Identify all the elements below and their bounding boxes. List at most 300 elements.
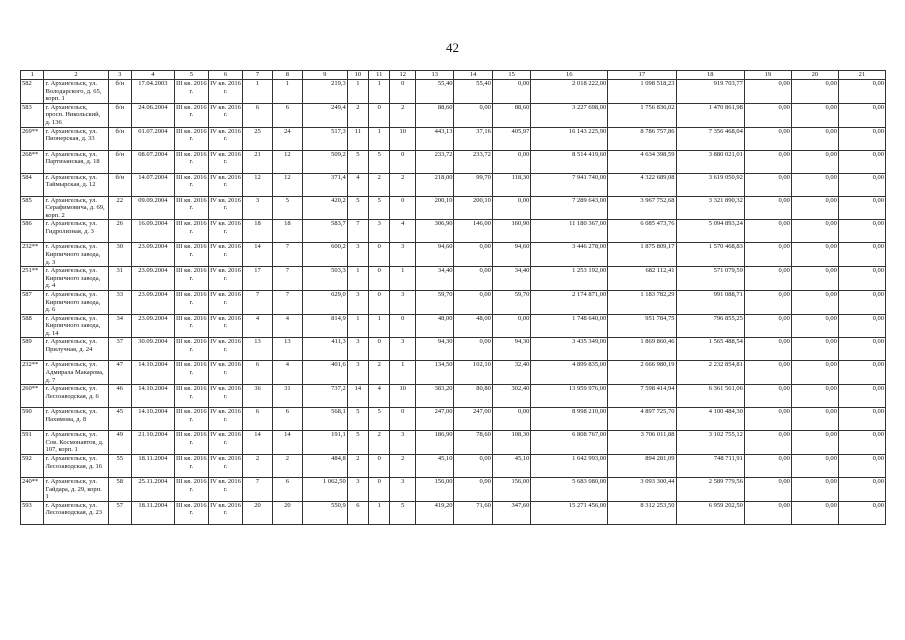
table-cell: 6 bbox=[243, 103, 273, 127]
table-cell: 12 bbox=[243, 173, 273, 196]
table-cell: б/н bbox=[108, 80, 131, 104]
table-cell: 4 bbox=[390, 220, 416, 243]
table-row bbox=[21, 267, 886, 291]
table-cell: 7 bbox=[272, 243, 302, 267]
table-cell: 2 018 222,00 bbox=[531, 80, 608, 104]
table-cell: 0,00 bbox=[838, 361, 885, 385]
table-cell: III кв. 2016 г. bbox=[174, 501, 208, 524]
column-number-header: 10 bbox=[347, 71, 368, 80]
table-cell: 0,00 bbox=[492, 80, 530, 104]
table-cell: 1 183 782,29 bbox=[608, 290, 676, 314]
table-cell: 0,00 bbox=[492, 196, 530, 220]
table-cell: 0,00 bbox=[791, 127, 838, 150]
table-cell: III кв. 2016 г. bbox=[174, 338, 208, 361]
table-cell: 796 855,25 bbox=[676, 314, 744, 338]
table-cell: 46 bbox=[108, 385, 131, 408]
table-cell: 5 bbox=[347, 408, 368, 431]
table-cell: 55,40 bbox=[416, 80, 454, 104]
table-cell: 0,00 bbox=[791, 196, 838, 220]
table-cell: 59,70 bbox=[492, 290, 530, 314]
table-cell: 0,00 bbox=[838, 431, 885, 455]
table-cell: 2 bbox=[369, 431, 390, 455]
table-cell: 6 085 473,76 bbox=[608, 220, 676, 243]
table-cell: 48,00 bbox=[454, 314, 492, 338]
table-row bbox=[21, 361, 886, 385]
table-cell: 30 bbox=[108, 243, 131, 267]
table-cell: 0,00 bbox=[791, 408, 838, 431]
table-cell: 6 bbox=[243, 408, 273, 431]
table-cell: б/н bbox=[108, 103, 131, 127]
table-cell: 3 bbox=[390, 338, 416, 361]
table-cell: 3 bbox=[347, 361, 368, 385]
table-cell: 484,8 bbox=[302, 455, 347, 478]
table-cell: 13 bbox=[243, 338, 273, 361]
table-cell: 251** bbox=[21, 267, 44, 291]
table-cell: 3 bbox=[390, 243, 416, 267]
table-cell: 1 bbox=[347, 80, 368, 104]
table-row bbox=[21, 196, 886, 220]
table-cell: 1 062,50 bbox=[302, 478, 347, 502]
table-cell: 0,00 bbox=[838, 196, 885, 220]
table-cell: 10 bbox=[390, 385, 416, 408]
table-cell: 593 bbox=[21, 501, 44, 524]
table-cell: 2 bbox=[347, 455, 368, 478]
table-cell: 23.09.2004 bbox=[132, 267, 175, 291]
table-cell: 1 bbox=[369, 314, 390, 338]
table-cell: 1 bbox=[369, 80, 390, 104]
table-cell: IV кв. 2016 г. bbox=[208, 127, 242, 150]
table-cell: 5 bbox=[369, 196, 390, 220]
table-cell: 186,90 bbox=[416, 431, 454, 455]
table-cell: 0,00 bbox=[791, 103, 838, 127]
table-cell: г. Архангельск, ул. Таймырская, д. 12 bbox=[44, 173, 108, 196]
table-row bbox=[21, 150, 886, 173]
table-cell: 14.10.2004 bbox=[132, 385, 175, 408]
table-cell: 3 706 011,88 bbox=[608, 431, 676, 455]
table-cell: б/н bbox=[108, 173, 131, 196]
table-cell: 4 899 835,00 bbox=[531, 361, 608, 385]
table-cell: 232** bbox=[21, 243, 44, 267]
table-cell: 80,80 bbox=[454, 385, 492, 408]
table-cell: 34 bbox=[108, 314, 131, 338]
table-cell: 7 bbox=[347, 220, 368, 243]
table-row bbox=[21, 455, 886, 478]
table-cell: 200,10 bbox=[416, 196, 454, 220]
table-cell: г. Архангельск, ул. Лесозаводская, д. 23 bbox=[44, 501, 108, 524]
table-row bbox=[21, 220, 886, 243]
table-cell: 6 bbox=[272, 408, 302, 431]
table-cell: г. Архангельск, ул. Адмирала Макарова, д. 7 bbox=[44, 361, 108, 385]
table-cell: III кв. 2016 г. bbox=[174, 80, 208, 104]
table-cell: 0,00 bbox=[744, 431, 791, 455]
table-cell: 587 bbox=[21, 290, 44, 314]
table-cell: 2 232 854,81 bbox=[676, 361, 744, 385]
table-cell: 0 bbox=[390, 80, 416, 104]
table-cell: 6 bbox=[272, 103, 302, 127]
table-cell: 33 bbox=[108, 290, 131, 314]
table-cell: 0,00 bbox=[838, 314, 885, 338]
table-cell: 18.11.2004 bbox=[132, 501, 175, 524]
table-cell: 411,3 bbox=[302, 338, 347, 361]
table-cell: 571 079,59 bbox=[676, 267, 744, 291]
table-cell: 1 875 809,17 bbox=[608, 243, 676, 267]
table-cell: 0,00 bbox=[744, 150, 791, 173]
table-cell: 0,00 bbox=[838, 501, 885, 524]
table-cell: 951 784,75 bbox=[608, 314, 676, 338]
table-cell: 0,00 bbox=[791, 150, 838, 173]
table-cell: 0,00 bbox=[744, 478, 791, 502]
table-cell: 0,00 bbox=[744, 196, 791, 220]
table-cell: 0 bbox=[369, 267, 390, 291]
table-cell: 3 bbox=[243, 196, 273, 220]
table-cell: 3 bbox=[390, 290, 416, 314]
table-cell: 0,00 bbox=[791, 501, 838, 524]
table-cell: 6 bbox=[272, 478, 302, 502]
table-cell: 12 bbox=[272, 150, 302, 173]
table-cell: 0 bbox=[369, 338, 390, 361]
table-cell: IV кв. 2016 г. bbox=[208, 173, 242, 196]
table-cell: 34,40 bbox=[492, 267, 530, 291]
table-cell: г. Архангельск, ул. Лесозаводская, д. 6 bbox=[44, 385, 108, 408]
column-number-header: 17 bbox=[608, 71, 676, 80]
table-row bbox=[21, 385, 886, 408]
table-cell: 0,00 bbox=[838, 243, 885, 267]
table-row bbox=[21, 243, 886, 267]
table-cell: 420,2 bbox=[302, 196, 347, 220]
table-cell: 14.10.2004 bbox=[132, 408, 175, 431]
page-number: 42 bbox=[446, 40, 459, 55]
table-cell: 1 470 861,98 bbox=[676, 103, 744, 127]
table-cell: 5 683 080,00 bbox=[531, 478, 608, 502]
table-cell: IV кв. 2016 г. bbox=[208, 220, 242, 243]
table-cell: 0,00 bbox=[838, 173, 885, 196]
table-cell: 3 435 349,00 bbox=[531, 338, 608, 361]
table-cell: 0,00 bbox=[744, 220, 791, 243]
table-cell: 0,00 bbox=[744, 361, 791, 385]
table-cell: 3 227 698,00 bbox=[531, 103, 608, 127]
table-cell: 0,00 bbox=[454, 243, 492, 267]
table-row bbox=[21, 103, 886, 127]
table-cell: IV кв. 2016 г. bbox=[208, 501, 242, 524]
table-cell: 10 bbox=[390, 127, 416, 150]
table-cell: 2 bbox=[390, 455, 416, 478]
column-number-header: 11 bbox=[369, 71, 390, 80]
table-cell: 25.11.2004 bbox=[132, 478, 175, 502]
table-cell: 37,16 bbox=[454, 127, 492, 150]
table-cell: 156,00 bbox=[416, 478, 454, 502]
table-cell: 991 088,71 bbox=[676, 290, 744, 314]
table-cell: 71,60 bbox=[454, 501, 492, 524]
table-cell: 1 642 993,00 bbox=[531, 455, 608, 478]
table-cell: 7 bbox=[272, 290, 302, 314]
table-cell: 247,00 bbox=[454, 408, 492, 431]
table-cell: 5 bbox=[369, 150, 390, 173]
column-number-header: 7 bbox=[243, 71, 273, 80]
table-cell: 3 bbox=[347, 478, 368, 502]
table-cell: 249,4 bbox=[302, 103, 347, 127]
table-cell: 23.09.2004 bbox=[132, 290, 175, 314]
column-number-header: 16 bbox=[531, 71, 608, 80]
table-cell: г. Архангельск, ул. Серафимовича, д. 69, корп. 2 bbox=[44, 196, 108, 220]
table-cell: 0,00 bbox=[492, 150, 530, 173]
table-cell: 14 bbox=[243, 431, 273, 455]
table-cell: 99,70 bbox=[454, 173, 492, 196]
table-cell: 2 666 980,19 bbox=[608, 361, 676, 385]
table-cell: 4 bbox=[272, 314, 302, 338]
table-cell: 1 bbox=[347, 267, 368, 291]
table-cell: 629,0 bbox=[302, 290, 347, 314]
table-cell: 233,72 bbox=[416, 150, 454, 173]
table-cell: 0,00 bbox=[791, 314, 838, 338]
table-cell: 0,00 bbox=[838, 455, 885, 478]
column-number-header: 14 bbox=[454, 71, 492, 80]
table-cell: 4 bbox=[243, 314, 273, 338]
table-cell: 3 619 050,92 bbox=[676, 173, 744, 196]
table-cell: 592 bbox=[21, 455, 44, 478]
column-number-header: 18 bbox=[676, 71, 744, 80]
table-cell: 503,3 bbox=[302, 267, 347, 291]
table-cell: 600,2 bbox=[302, 243, 347, 267]
table-cell: 45 bbox=[108, 408, 131, 431]
table-cell: 31 bbox=[272, 385, 302, 408]
table-cell: г. Архангельск, просп. Никольский, д. 136 bbox=[44, 103, 108, 127]
table-cell: 0,00 bbox=[791, 220, 838, 243]
table-cell: 0,00 bbox=[492, 314, 530, 338]
table-cell: 302,40 bbox=[492, 385, 530, 408]
column-number-header: 21 bbox=[838, 71, 885, 80]
table-cell: 443,13 bbox=[416, 127, 454, 150]
table-cell: 5 bbox=[347, 431, 368, 455]
table-cell: 15 271 456,00 bbox=[531, 501, 608, 524]
table-cell: IV кв. 2016 г. bbox=[208, 408, 242, 431]
column-number-header: 1 bbox=[21, 71, 44, 80]
table-cell: 18.11.2004 bbox=[132, 455, 175, 478]
table-cell: 0,00 bbox=[744, 385, 791, 408]
table-cell: б/н bbox=[108, 127, 131, 150]
table-cell: 1 bbox=[369, 127, 390, 150]
table-cell: IV кв. 2016 г. bbox=[208, 361, 242, 385]
table-cell: 5 bbox=[347, 196, 368, 220]
table-cell: 23.09.2004 bbox=[132, 314, 175, 338]
table-row bbox=[21, 173, 886, 196]
table-cell: 3 093 300,44 bbox=[608, 478, 676, 502]
table-cell: 146,00 bbox=[454, 220, 492, 243]
table-cell: IV кв. 2016 г. bbox=[208, 290, 242, 314]
table-cell: 37 bbox=[108, 338, 131, 361]
table-cell: 517,3 bbox=[302, 127, 347, 150]
table-cell: 583 bbox=[21, 103, 44, 127]
table-cell: 1 748 640,00 bbox=[531, 314, 608, 338]
column-number-header: 2 bbox=[44, 71, 108, 80]
table-cell: г. Архангельск, ул. Кирпичного завода, д. 14 bbox=[44, 314, 108, 338]
table-cell: г. Архангельск, ул. Кирпичного завода, д. 6 bbox=[44, 290, 108, 314]
table-cell: 24 bbox=[272, 127, 302, 150]
table-cell: 26 bbox=[108, 220, 131, 243]
table-cell: 1 bbox=[390, 267, 416, 291]
table-cell: 8 998 210,00 bbox=[531, 408, 608, 431]
table-cell: IV кв. 2016 г. bbox=[208, 385, 242, 408]
table-cell: 5 bbox=[272, 196, 302, 220]
table-cell: 4 bbox=[347, 173, 368, 196]
table-cell: 0,00 bbox=[744, 127, 791, 150]
table-cell: 0,00 bbox=[838, 103, 885, 127]
table-cell: 306,90 bbox=[416, 220, 454, 243]
table-cell: г. Архангельск, ул. Кирпичного завода, д. 3 bbox=[44, 243, 108, 267]
table-cell: г. Архангельск, ул. Партизанская, д. 18 bbox=[44, 150, 108, 173]
table-cell: 0 bbox=[390, 314, 416, 338]
table-cell: 240** bbox=[21, 478, 44, 502]
table-cell: IV кв. 2016 г. bbox=[208, 267, 242, 291]
table-cell: 419,20 bbox=[416, 501, 454, 524]
table-cell: 748 711,91 bbox=[676, 455, 744, 478]
table-cell: 0,00 bbox=[791, 385, 838, 408]
table-cell: 0,00 bbox=[454, 338, 492, 361]
table-cell: IV кв. 2016 г. bbox=[208, 150, 242, 173]
table-cell: 0,00 bbox=[744, 103, 791, 127]
table-cell: 0,00 bbox=[744, 501, 791, 524]
table-cell: 8 312 253,50 bbox=[608, 501, 676, 524]
table-cell: 78,60 bbox=[454, 431, 492, 455]
table-cell: 11 bbox=[347, 127, 368, 150]
table-cell: 3 321 890,32 bbox=[676, 196, 744, 220]
table-cell: 14 bbox=[272, 431, 302, 455]
table-row bbox=[21, 127, 886, 150]
table-cell: 0 bbox=[369, 455, 390, 478]
table-cell: 0 bbox=[369, 103, 390, 127]
table-cell: 1 bbox=[390, 361, 416, 385]
table-cell: IV кв. 2016 г. bbox=[208, 338, 242, 361]
table-cell: 2 174 871,00 bbox=[531, 290, 608, 314]
table-row bbox=[21, 478, 886, 502]
table-cell: 7 356 468,04 bbox=[676, 127, 744, 150]
table-cell: 0,00 bbox=[744, 408, 791, 431]
table-cell: 88,60 bbox=[416, 103, 454, 127]
table-cell: 24.06.2004 bbox=[132, 103, 175, 127]
table-cell: 4 634 398,59 bbox=[608, 150, 676, 173]
table-cell: г. Архангельск, ул. Пионерская, д. 33 bbox=[44, 127, 108, 150]
table-cell: 0,00 bbox=[791, 267, 838, 291]
table-cell: 0,00 bbox=[791, 243, 838, 267]
table-cell: 14.10.2004 bbox=[132, 361, 175, 385]
table-cell: 12 bbox=[272, 173, 302, 196]
table-cell: 8 786 757,86 bbox=[608, 127, 676, 150]
table-cell: IV кв. 2016 г. bbox=[208, 314, 242, 338]
table-cell: 5 bbox=[369, 408, 390, 431]
table-cell: 0,00 bbox=[838, 80, 885, 104]
table-cell: 268** bbox=[21, 150, 44, 173]
table-cell: 0,00 bbox=[838, 150, 885, 173]
table-cell: III кв. 2016 г. bbox=[174, 385, 208, 408]
table-cell: 0,00 bbox=[838, 220, 885, 243]
table-cell: 108,30 bbox=[492, 431, 530, 455]
table-cell: 25 bbox=[243, 127, 273, 150]
table-cell: 0 bbox=[390, 196, 416, 220]
table-cell: 18 bbox=[243, 220, 273, 243]
table-cell: 1 253 192,00 bbox=[531, 267, 608, 291]
table-cell: 2 bbox=[390, 103, 416, 127]
table-cell: 586 bbox=[21, 220, 44, 243]
table-cell: III кв. 2016 г. bbox=[174, 196, 208, 220]
table-row bbox=[21, 501, 886, 524]
table-cell: 894 281,09 bbox=[608, 455, 676, 478]
table-cell: 0,00 bbox=[744, 338, 791, 361]
table-cell: 0,00 bbox=[791, 290, 838, 314]
column-number-header: 19 bbox=[744, 71, 791, 80]
table-cell: 682 112,41 bbox=[608, 267, 676, 291]
table-cell: 23.09.2004 bbox=[132, 243, 175, 267]
table-cell: 2 bbox=[272, 455, 302, 478]
table-cell: 1 565 488,54 bbox=[676, 338, 744, 361]
housing-registry-table bbox=[20, 70, 886, 525]
table-cell: 3 bbox=[347, 338, 368, 361]
table-cell: 2 bbox=[369, 361, 390, 385]
table-cell: III кв. 2016 г. bbox=[174, 361, 208, 385]
column-number-row bbox=[21, 71, 886, 80]
table-cell: IV кв. 2016 г. bbox=[208, 478, 242, 502]
table-cell: 3 102 755,12 bbox=[676, 431, 744, 455]
table-cell: IV кв. 2016 г. bbox=[208, 103, 242, 127]
column-number-header: 8 bbox=[272, 71, 302, 80]
column-number-header: 4 bbox=[132, 71, 175, 80]
table-cell: 1 756 836,02 bbox=[608, 103, 676, 127]
table-cell: 0 bbox=[369, 243, 390, 267]
table-cell: 509,2 bbox=[302, 150, 347, 173]
table-cell: IV кв. 2016 г. bbox=[208, 196, 242, 220]
table-cell: 0,00 bbox=[838, 385, 885, 408]
table-cell: 45,10 bbox=[416, 455, 454, 478]
column-number-header: 3 bbox=[108, 71, 131, 80]
table-cell: 14.07.2004 bbox=[132, 173, 175, 196]
table-cell: 3 bbox=[390, 431, 416, 455]
table-cell: 21.10.2004 bbox=[132, 431, 175, 455]
table-cell: 1 bbox=[272, 80, 302, 104]
table-row bbox=[21, 290, 886, 314]
table-cell: 405,97 bbox=[492, 127, 530, 150]
table-cell: 6 361 561,06 bbox=[676, 385, 744, 408]
table-cell: 0,00 bbox=[791, 478, 838, 502]
table-cell: 49 bbox=[108, 431, 131, 455]
table-cell: III кв. 2016 г. bbox=[174, 173, 208, 196]
table-cell: 6 808 767,00 bbox=[531, 431, 608, 455]
table-cell: 8 514 419,60 bbox=[531, 150, 608, 173]
table-cell: III кв. 2016 г. bbox=[174, 267, 208, 291]
table-cell: 0,00 bbox=[744, 314, 791, 338]
table-cell: 247,00 bbox=[416, 408, 454, 431]
table-cell: 4 bbox=[369, 385, 390, 408]
table-cell: 4 897 725,70 bbox=[608, 408, 676, 431]
table-row bbox=[21, 408, 886, 431]
table-cell: III кв. 2016 г. bbox=[174, 408, 208, 431]
table-cell: 4 100 484,30 bbox=[676, 408, 744, 431]
table-cell: IV кв. 2016 г. bbox=[208, 80, 242, 104]
table-cell: г. Архангельск, ул. Кирпичного завода, д. 4 bbox=[44, 267, 108, 291]
table-cell: 550,9 bbox=[302, 501, 347, 524]
table-cell: 589 bbox=[21, 338, 44, 361]
table-cell: 88,60 bbox=[492, 103, 530, 127]
table-cell: 347,60 bbox=[492, 501, 530, 524]
table-cell: 200,10 bbox=[454, 196, 492, 220]
table-cell: 1 098 518,23 bbox=[608, 80, 676, 104]
table-cell: 3 bbox=[369, 220, 390, 243]
table-cell: III кв. 2016 г. bbox=[174, 150, 208, 173]
table-cell: 14 bbox=[347, 385, 368, 408]
table-cell: 14 bbox=[243, 243, 273, 267]
column-number-header: 13 bbox=[416, 71, 454, 80]
table-cell: 0 bbox=[390, 150, 416, 173]
table-cell: б/н bbox=[108, 150, 131, 173]
table-cell: 2 bbox=[347, 103, 368, 127]
table-cell: 94,60 bbox=[416, 243, 454, 267]
